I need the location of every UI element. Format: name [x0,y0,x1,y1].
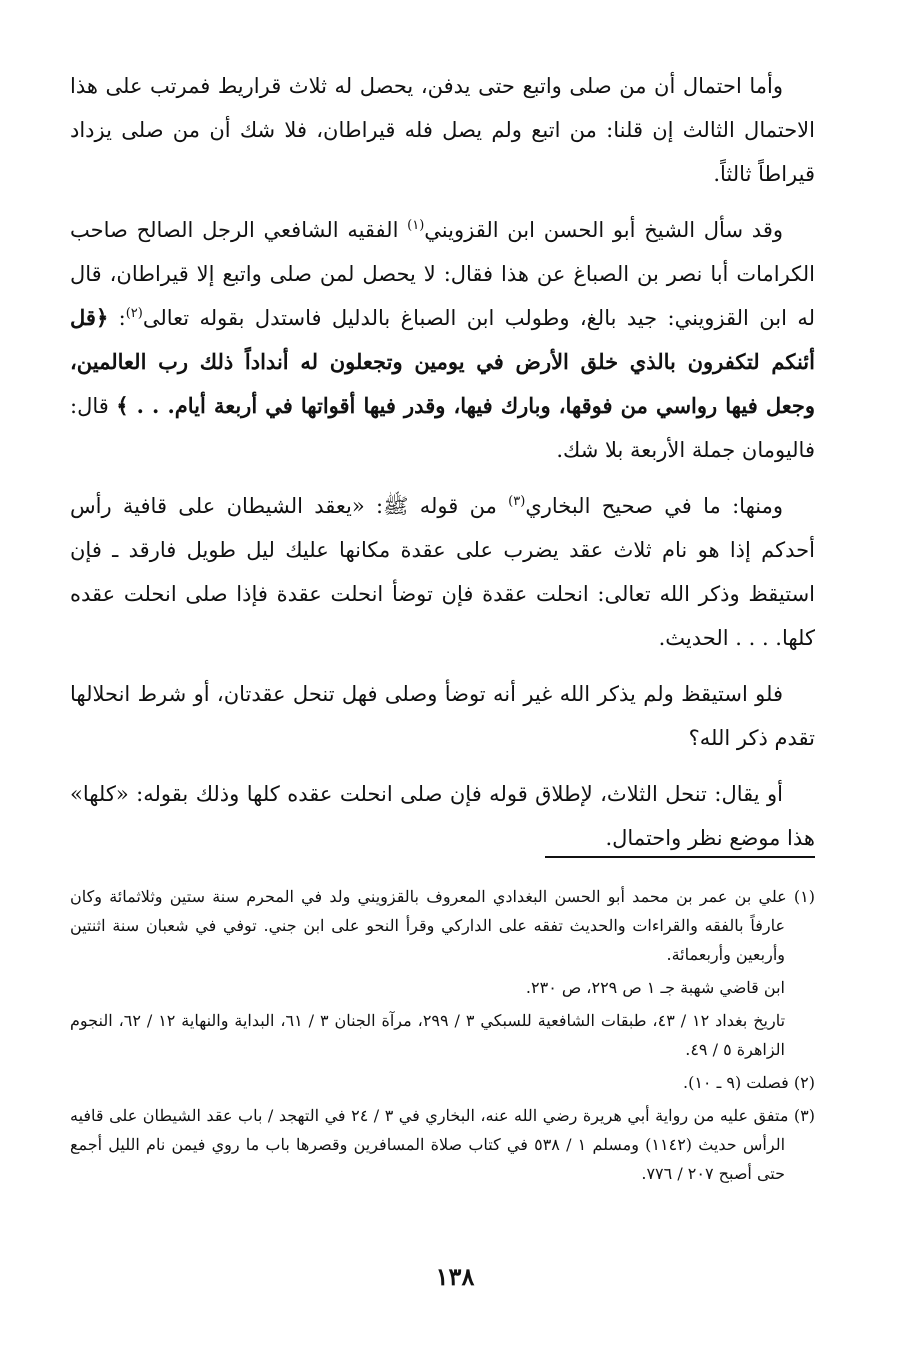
footnote-1-source-1: ابن قاضي شهبة جـ ١ ص ٢٢٩، ص ٢٣٠. [525,978,785,997]
footnote-1: (١) علي بن عمر بن محمد أبو الحسن البغدادي المعروف بالقزويني ولد في المحرم سنة ستين وثلاثمائة وكان عارفاً بالفقه والقراءات والحديث تفقه على الداركي وقرأ النحو على ابن جني. توفي في شعبان سنة اثنتين وأربعين وأربعمائة. [70,887,815,964]
paragraph-3 [70,484,815,660]
paragraph-2-text-d: قال: فاليومان جملة الأربعة بلا شك. [70,394,815,462]
footnote-1-source-2: تاريخ بغداد ١٢ / ٤٣، طبقات الشافعية للسبكي ٣ / ٢٩٩، مرآة الجنان ٣ / ٦١، البداية والنهاية ١٢ / ٦٢، النجوم الزاهرة ٥ / ٤٩. [70,1011,786,1059]
paragraph-4: فلو استيقظ ولم يذكر الله غير أنه توضأ وصلى فهل تنحل عقدتان، أو شرط انحلالها تقدم ذكر الله؟ [70,682,815,750]
paragraph-2-text-c: : [108,306,126,330]
quran-verse: ﴿قل أئنكم لتكفرون بالذي خلق الأرض في يومين وتجعلون له أنداداً ذلك رب العالمين، وجعل فيها رواسي من فوقها، وبارك فيها، وقدر فيها أقواتها في أربعة أيام. . . ﴾ [70,305,815,418]
page-number: ١٣٨ [435,1262,475,1291]
footnote-3: (٣) متفق عليه من رواية أبي هريرة رضي الله عنه، البخاري في ٣ / ٢٤ في التهجد / باب عقد الشيطان على قافيه الرأس حديث (١١٤٢) ومسلم ١ / ٥٣٨ في كتاب صلاة المسافرين وقصرها باب ما روي فيمن نام الليل أجمع حتى أصبح ٢٠٧ / ٧٧٦. [70,1106,816,1183]
paragraph-5: أو يقال: تنحل الثلاث، لإطلاق قوله فإن صلى انحلت عقده كلها وذلك بقوله: «كلها» هذا موضع نظر واحتمال. [70,782,815,850]
footnote-separator [545,856,815,858]
main-text [70,64,815,860]
footnotes [70,882,815,1192]
footnote-ref-3: (٣) [508,494,526,509]
paragraph-2-text-a: وقد سأل الشيخ أبو الحسن ابن القزويني [424,218,783,242]
paragraph-2-text-b: الفقيه الشافعي الرجل الصالح صاحب الكرامات أبا نصر بن الصباغ عن هذا فقال: لا يحصل لمن صلى واتبع إلا قيراطان، قال له ابن القزويني: جيد بالغ، وطولب ابن الصباغ بالدليل فاستدل بقوله تعالى [70,218,815,330]
footnote-ref-2: (٢) [125,306,143,321]
footnote-2: (٢) فصلت (٩ ـ ١٠). [683,1073,815,1092]
paragraph-1: وأما احتمال أن من صلى واتبع حتى يدفن، يحصل له ثلاث قراريط فمرتب على هذا الاحتمال الثالث إن قلنا: من اتبع ولم يصل فله قيراطان، فلا شك أن من صلى يزداد قيراطاً ثالثاً. [70,74,815,186]
paragraph-3-text-b: من قوله ﷺ: «يعقد الشيطان على قافية رأس أحدكم إذا هو نام ثلاث عقد يضرب على عقدة مكانها عليك ليل طويل فارقد ـ فإن استيقظ وذكر الله تعالى: انحلت عقدة فإن توضأ انحلت عقدة فإذا صلى انحلت عقده كلها. . . . الحديث. [70,494,815,650]
paragraph-3-text-a: ومنها: ما في صحيح البخاري [525,494,783,518]
paragraph-2 [70,208,815,472]
footnote-ref-1: (١) [407,218,425,233]
